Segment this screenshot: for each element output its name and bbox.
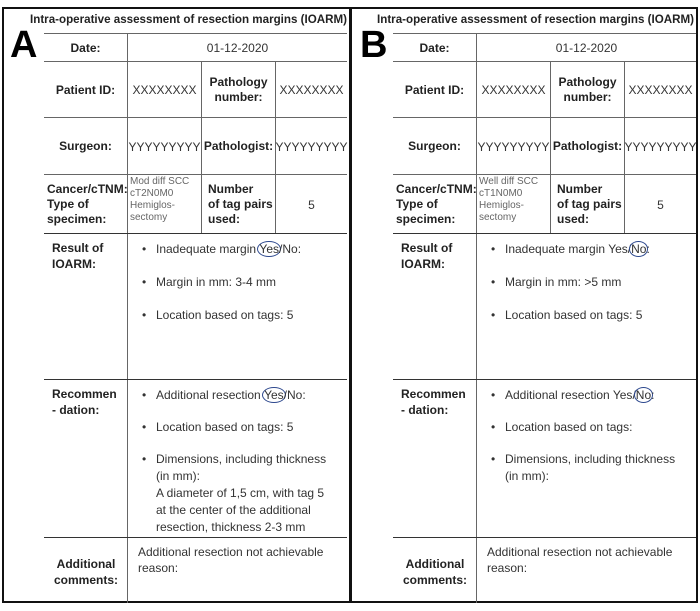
inadequate-yes[interactable]: Yes — [259, 242, 279, 256]
result-label-2: IOARM: — [52, 257, 96, 271]
comments-text-1: Additional resection not achievable — [138, 545, 324, 559]
specimen-type-2: sectomy — [479, 212, 517, 223]
inadequate-no[interactable]: No — [631, 242, 647, 256]
surgeon-label: Surgeon: — [59, 139, 112, 153]
tag-pairs-value: 5 — [308, 197, 315, 212]
comments-label-2: comments: — [402, 573, 467, 587]
ioarm-form-panel-a — [2, 7, 351, 603]
tag-pairs-label-3: used: — [557, 212, 590, 226]
location-result-text: Location based on tags: 5 — [156, 308, 294, 322]
recommendation-row — [44, 379, 347, 538]
comments-text-1: Additional resection not achievable — [487, 545, 673, 559]
cancer-diff: Well diff SCC — [479, 176, 539, 187]
pathology-number-label: Pathology — [558, 75, 617, 89]
location-rec-text: Location based on tags: — [505, 420, 633, 434]
cancer-ctnm-label: Cancer/cTNM: — [396, 182, 477, 196]
tag-pairs-label-1: Number — [557, 182, 603, 196]
dimensions-detail-line: A diameter of 1,5 cm, with tag 5 — [156, 486, 325, 500]
recommendation-row — [393, 379, 696, 538]
pathology-number-label: Pathology — [209, 75, 268, 89]
location-rec-item: • Location based on tags: — [491, 420, 633, 434]
comments-text[interactable] — [487, 544, 672, 576]
tag-pairs-label-1: Number — [208, 182, 254, 196]
rec-label-2: - dation: — [52, 403, 100, 417]
type-of-label: Type of — [396, 197, 438, 211]
margin-mm-text: Margin in mm: >5 mm — [505, 275, 622, 289]
form-table — [393, 33, 696, 603]
location-result-text: Location based on tags: 5 — [505, 308, 643, 322]
cancer-ctnm: cT1N0M0 — [479, 188, 523, 199]
rec-label-1: Recommen — [401, 387, 466, 401]
dimensions-label-2: (in mm): — [505, 469, 549, 483]
form-table — [44, 33, 347, 603]
patient-id-label: Patient ID: — [404, 82, 465, 97]
inadequate-margin-label: Inadequate margin — [505, 242, 606, 256]
patient-id-value: XXXXXXXX — [481, 83, 546, 97]
panel-letter: A — [10, 24, 38, 66]
inadequate-margin-label: Inadequate margin — [156, 242, 257, 256]
result-label-2: IOARM: — [401, 257, 445, 271]
dimensions-detail-line: at the center of the additional — [156, 503, 311, 517]
specimen-type-1: Hemiglos- — [130, 200, 176, 211]
comments-text[interactable] — [138, 544, 323, 576]
surgeon-row — [44, 117, 347, 175]
margin-mm-text: Margin in mm: 3-4 mm — [156, 275, 277, 289]
surgeon-label: Surgeon: — [408, 139, 461, 153]
comments-label-1: Additional — [405, 557, 465, 571]
dimensions-item: • Dimensions, including thickness — [491, 452, 676, 466]
ioarm-form-panel-b — [350, 7, 698, 603]
specimen-label: specimen: — [47, 212, 107, 226]
slash: / — [283, 388, 287, 402]
cancer-diff: Mod diff SCC — [130, 176, 190, 187]
specimen-label: specimen: — [396, 212, 456, 226]
date-label: Date: — [419, 40, 450, 55]
date-value: 01-12-2020 — [206, 41, 269, 55]
additional-resection-item: • Additional resection Yes/No: — [491, 388, 655, 402]
date-row — [44, 33, 347, 62]
date-value: 01-12-2020 — [555, 41, 618, 55]
type-of-label: Type of — [47, 197, 89, 211]
dimensions-detail — [156, 485, 324, 536]
pathology-number-label-2: number: — [214, 90, 263, 104]
additional-resection-label: Additional resection — [156, 388, 261, 402]
additional-resection-label: Additional resection — [505, 388, 610, 402]
tag-pairs-value: 5 — [657, 197, 664, 212]
cancer-row — [393, 174, 696, 234]
comments-label-1: Additional — [56, 557, 116, 571]
slash: / — [627, 242, 632, 256]
tag-pairs-label-3: used: — [208, 212, 241, 226]
specimen-type-2: sectomy — [130, 212, 168, 223]
colon: : — [646, 242, 650, 256]
cancer-row — [44, 174, 347, 234]
comments-label-2: comments: — [53, 573, 118, 587]
inadequate-margin-item: • Inadequate margin Yes/No: — [142, 242, 302, 256]
inadequate-no[interactable]: No — [282, 242, 298, 256]
location-result-item: • Location based on tags: 5 — [142, 308, 294, 322]
pathology-number-label-2: number: — [563, 90, 612, 104]
colon: : — [302, 388, 306, 402]
additional-resection-item: • Additional resection Yes/No: — [142, 388, 306, 402]
location-rec-text: Location based on tags: 5 — [156, 420, 294, 434]
surgeon-value: YYYYYYYYY — [128, 139, 201, 154]
patient-id-label: Patient ID: — [55, 82, 116, 97]
patient-row — [393, 61, 696, 118]
pathologist-value: YYYYYYYYY — [275, 139, 348, 154]
patient-row — [44, 61, 347, 118]
dimensions-label: Dimensions, including thickness — [505, 452, 676, 466]
additional-no[interactable]: No — [635, 388, 652, 402]
specimen-type-1: Hemiglos- — [479, 200, 525, 211]
result-row — [393, 233, 696, 380]
patient-id-value: XXXXXXXX — [132, 83, 197, 97]
margin-mm-item: • Margin in mm: >5 mm — [491, 275, 622, 289]
dimensions-detail-line: resection, thickness 2-3 mm — [156, 520, 306, 534]
result-row — [44, 233, 347, 380]
pathology-number-value: XXXXXXXX — [279, 83, 344, 97]
comments-row — [44, 537, 347, 603]
additional-no[interactable]: No — [287, 388, 303, 402]
comments-row — [393, 537, 696, 603]
form-title: Intra-operative assessment of resection margins (IOARM) — [30, 13, 347, 26]
rec-label-1: Recommen — [52, 387, 117, 401]
pathologist-value: YYYYYYYYY — [624, 139, 697, 154]
result-label-1: Result of — [52, 241, 104, 255]
slash: / — [279, 242, 283, 256]
additional-yes[interactable]: Yes — [612, 388, 633, 402]
inadequate-margin-item: • Inadequate margin Yes/No: — [491, 242, 650, 256]
pathologist-label: Pathologist: — [552, 139, 623, 153]
location-result-item: • Location based on tags: 5 — [491, 308, 643, 322]
cancer-ctnm: cT2N0M0 — [130, 188, 174, 199]
margin-mm-item: • Margin in mm: 3-4 mm — [142, 275, 277, 289]
additional-yes[interactable]: Yes — [264, 388, 284, 402]
pathology-number-value: XXXXXXXX — [628, 83, 693, 97]
pathologist-label: Pathologist: — [203, 139, 274, 153]
form-title: Intra-operative assessment of resection margins (IOARM) — [377, 13, 694, 26]
location-rec-item: • Location based on tags: 5 — [142, 420, 294, 434]
dimensions-label-2: (in mm): — [156, 469, 200, 483]
comments-text-2: reason: — [138, 561, 179, 575]
inadequate-yes[interactable]: Yes — [608, 242, 628, 256]
tag-pairs-label-2: of tag pairs — [557, 197, 622, 211]
surgeon-row — [393, 117, 696, 175]
comments-text-2: reason: — [487, 561, 528, 575]
colon: : — [297, 242, 302, 256]
date-row — [393, 33, 696, 62]
date-label: Date: — [70, 40, 101, 55]
result-label-1: Result of — [401, 241, 453, 255]
dimensions-item: • Dimensions, including thickness — [142, 452, 327, 466]
cancer-ctnm-label: Cancer/cTNM: — [47, 182, 128, 196]
dimensions-label: Dimensions, including thickness — [156, 452, 327, 466]
tag-pairs-label-2: of tag pairs — [208, 197, 273, 211]
panel-letter: B — [360, 24, 388, 66]
surgeon-value: YYYYYYYYY — [477, 139, 550, 154]
slash: / — [632, 388, 636, 402]
colon: : — [651, 388, 655, 402]
rec-label-2: - dation: — [401, 403, 449, 417]
